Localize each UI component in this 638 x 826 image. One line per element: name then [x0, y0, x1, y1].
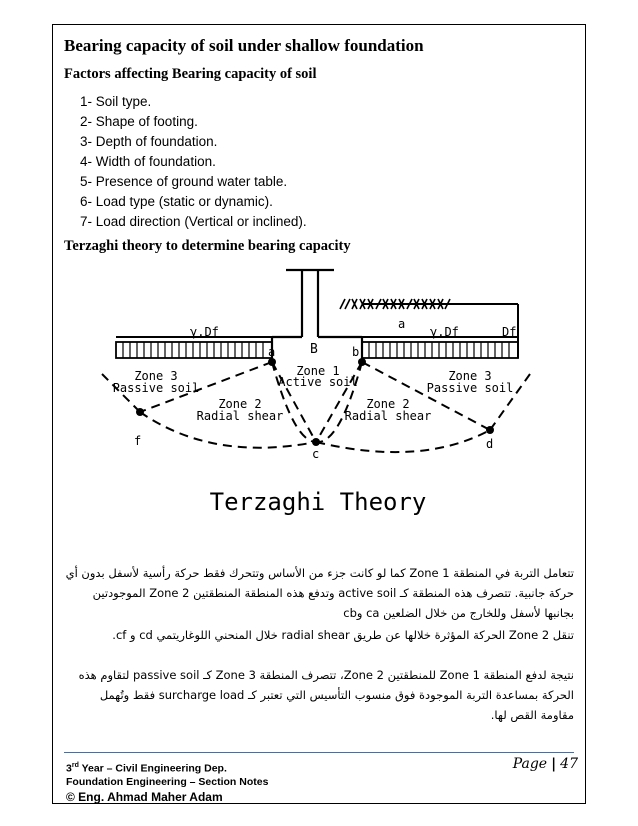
footer-course-line: Foundation Engineering – Section Notes — [66, 775, 269, 788]
terzaghi-diagram — [62, 262, 582, 532]
arabic-paragraph-3: نتيجة لدفع المنطقة Zone 1 للمنطقتين Zone 2، تتصرف المنطقة Zone 3 كـ passive soil لتقاوم هذه الحركة بمساعدة التربة الموجودة فوق منسوب التأسيس التي تعتبر كـ surcharge load فقط وتُهمل مقاومة القص لها. — [78, 668, 574, 722]
page-word: Page — [512, 756, 548, 772]
list-item: 1- Soil type. — [80, 94, 152, 109]
terzaghi-heading: Terzaghi theory to determine bearing capacity — [64, 238, 351, 254]
page-number-block — [513, 756, 578, 772]
surcharge-right — [362, 342, 518, 358]
point-b-label: b — [352, 345, 360, 359]
footer-info — [66, 759, 268, 804]
zone1-subtitle: Active soil — [278, 375, 358, 389]
width-b-label: B — [310, 342, 318, 357]
surcharge-left — [116, 342, 272, 358]
factors-list — [80, 92, 307, 232]
year-number: 3 — [66, 762, 72, 775]
list-item: 2- Shape of footing. — [80, 114, 198, 129]
page-title: Bearing capacity of soil under shallow foundation — [64, 36, 424, 55]
gamma-df-right-label: γ.Df — [430, 325, 459, 339]
list-item: 6- Load type (static or dynamic). — [80, 194, 273, 209]
gamma-df-left-label: γ.Df — [190, 325, 219, 339]
department-text: Year – Civil Engineering Dep. — [78, 762, 227, 775]
zone2-left-title: Zone 2 — [218, 397, 262, 411]
factors-heading: Factors affecting Bearing capacity of soil — [64, 66, 317, 82]
zone3-right-title: Zone 3 — [448, 369, 492, 383]
list-item: 4- Width of foundation. — [80, 154, 216, 169]
point-a-top-label: a — [398, 317, 406, 331]
arabic-paragraph-2: تنقل Zone 2 الحركة المؤثرة خلالها عن طريق radial shear خلال المنحني اللوغاريتمي cd و cf. — [112, 628, 574, 642]
point-a-label: a — [268, 345, 276, 359]
footer-divider — [64, 752, 574, 753]
footer-author-line: © Eng. Ahmad Maher Adam — [66, 789, 223, 804]
list-item: 7- Load direction (Vertical or inclined). — [80, 214, 307, 229]
point-f-label: f — [134, 434, 142, 448]
zone2-right-title: Zone 2 — [366, 397, 410, 411]
point-d-label: d — [486, 437, 494, 451]
year-suffix: rd — [71, 762, 79, 769]
zone3-left-subtitle: Passive soil — [112, 381, 200, 395]
diagram-caption: Terzaghi Theory — [209, 488, 427, 516]
zone3-right-subtitle: Passive soil — [426, 381, 514, 395]
page-separator: | — [551, 756, 557, 772]
footer-year-line — [66, 759, 268, 776]
page-number: 47 — [560, 756, 578, 772]
zone2-right-subtitle: Radial shear — [344, 409, 432, 423]
point-c-label: c — [312, 447, 320, 461]
zone1-title: Zone 1 — [296, 364, 340, 378]
df-label: Df — [502, 325, 517, 339]
list-item: 5- Presence of ground water table. — [80, 174, 288, 189]
zone3-left-title: Zone 3 — [134, 369, 178, 383]
zone2-left-subtitle: Radial shear — [196, 409, 284, 423]
arabic-paragraph-1: تتعامل التربة في المنطقة Zone 1 كما لو كانت جزء من الأساس وتتحرك فقط حركة رأسية لأسفل بدون أي حركة جانبية. تتصرف هذه المنطقة كـ active soil وتدفع هذه المنطقة المنطقتين Zone 2 الموجودتين بجانبها لأسفل وللخارج من خلال الضلعين ca وcb — [65, 566, 574, 620]
list-item: 3- Depth of foundation. — [80, 134, 218, 149]
